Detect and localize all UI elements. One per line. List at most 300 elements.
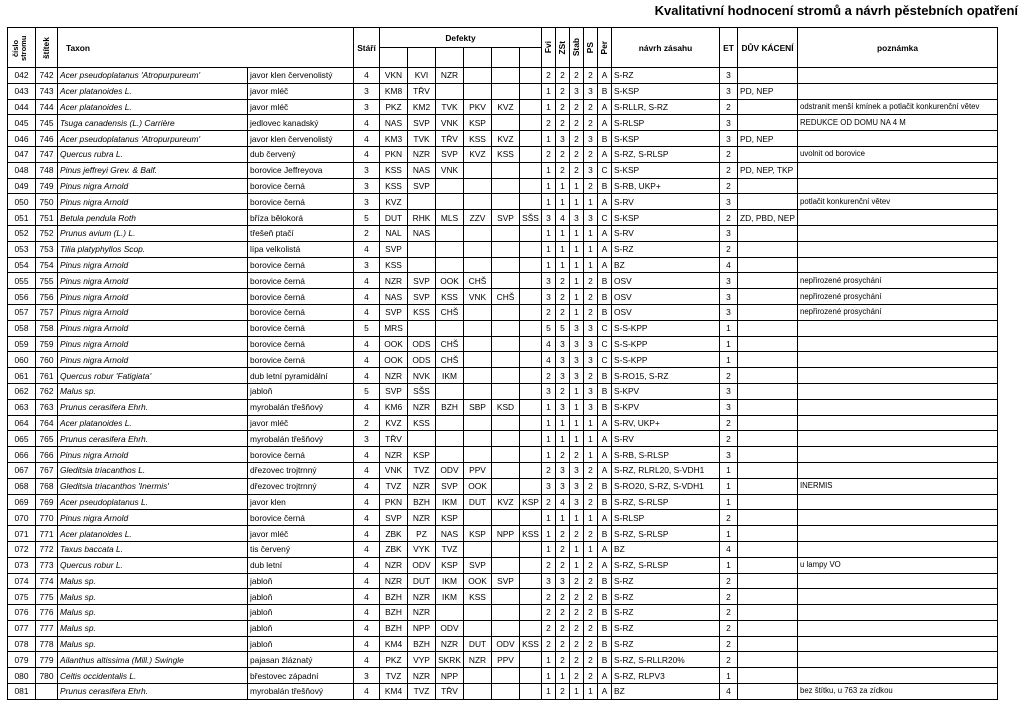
cell-fvi: 1 <box>542 194 556 210</box>
cell-taxon-latin: Pinus nigra Arnold <box>58 352 248 368</box>
cell-stab: 2 <box>570 146 584 162</box>
cell-defekt <box>436 415 464 431</box>
cell-ps: 2 <box>584 589 598 605</box>
cell-defekt: ODV <box>436 462 464 478</box>
cell-stitek: 742 <box>36 68 58 84</box>
cell-taxon-latin: Pinus jeffreyi Grev. & Balf. <box>58 162 248 178</box>
cell-defekt: KVZ <box>492 99 520 115</box>
cell-defekt: OOK <box>380 336 408 352</box>
cell-defekt <box>520 431 542 447</box>
cell-defekt <box>436 320 464 336</box>
cell-zst: 3 <box>556 336 570 352</box>
cell-defekt <box>464 304 492 320</box>
cell-cislo: 077 <box>8 620 36 636</box>
cell-fvi: 1 <box>542 257 556 273</box>
header-navrh: návrh zásahu <box>612 28 720 68</box>
cell-defekt: KVZ <box>492 494 520 510</box>
cell-taxon-czech: javor klen červenolistý <box>248 68 354 84</box>
cell-defekt <box>520 352 542 368</box>
cell-defekt: SVP <box>436 146 464 162</box>
cell-stitek: 764 <box>36 415 58 431</box>
cell-cislo: 046 <box>8 131 36 147</box>
cell-defekt <box>492 557 520 573</box>
cell-taxon-czech: dub letní <box>248 557 354 573</box>
cell-taxon-latin: Pinus nigra Arnold <box>58 289 248 305</box>
cell-defekt: SVP <box>380 304 408 320</box>
table-row <box>8 304 998 320</box>
cell-ps: 2 <box>584 494 598 510</box>
cell-defekt <box>520 447 542 463</box>
cell-ps: 1 <box>584 541 598 557</box>
cell-stitek: 775 <box>36 589 58 605</box>
cell-taxon-latin: Taxus baccata L. <box>58 541 248 557</box>
cell-navrh: S-KSP <box>612 131 720 147</box>
cell-cislo: 070 <box>8 510 36 526</box>
cell-zst: 1 <box>556 668 570 684</box>
cell-taxon-latin: Acer pseudoplatanus 'Atropurpureum' <box>58 68 248 84</box>
cell-ps: 2 <box>584 652 598 668</box>
cell-defekt <box>492 320 520 336</box>
cell-defekt: IKM <box>436 589 464 605</box>
cell-stitek: 761 <box>36 368 58 384</box>
cell-cislo: 081 <box>8 684 36 700</box>
cell-defekt: SVP <box>436 478 464 494</box>
cell-stab: 1 <box>570 257 584 273</box>
table-row <box>8 225 998 241</box>
cell-duv <box>738 289 798 305</box>
cell-stari: 4 <box>354 399 380 415</box>
cell-zst: 2 <box>556 83 570 99</box>
cell-defekt: NAL <box>380 225 408 241</box>
cell-poznamka <box>798 225 998 241</box>
cell-defekt: DUT <box>408 573 436 589</box>
cell-taxon-czech: borovice černá <box>248 447 354 463</box>
cell-defekt: KSP <box>408 447 436 463</box>
cell-defekt: SVP <box>492 573 520 589</box>
cell-fvi: 3 <box>542 383 556 399</box>
cell-stari: 3 <box>354 162 380 178</box>
cell-defekt <box>464 431 492 447</box>
cell-stitek: 773 <box>36 557 58 573</box>
cell-poznamka <box>798 447 998 463</box>
cell-defekt: NZR <box>408 589 436 605</box>
cell-et: 1 <box>720 336 738 352</box>
cell-stari: 4 <box>354 494 380 510</box>
cell-duv: PD, NEP <box>738 131 798 147</box>
cell-poznamka <box>798 415 998 431</box>
cell-per: C <box>598 162 612 178</box>
cell-per: A <box>598 415 612 431</box>
cell-poznamka <box>798 162 998 178</box>
header-defekt-col <box>520 48 542 68</box>
cell-zst: 2 <box>556 383 570 399</box>
cell-ps: 2 <box>584 146 598 162</box>
cell-defekt <box>520 68 542 84</box>
cell-per: B <box>598 304 612 320</box>
cell-stari: 5 <box>354 383 380 399</box>
cell-taxon-czech: borovice černá <box>248 304 354 320</box>
cell-zst: 2 <box>556 541 570 557</box>
cell-per: B <box>598 652 612 668</box>
cell-defekt: IKM <box>436 368 464 384</box>
cell-et: 2 <box>720 210 738 226</box>
cell-stitek: 756 <box>36 289 58 305</box>
cell-duv <box>738 368 798 384</box>
cell-stab: 2 <box>570 526 584 542</box>
cell-zst: 2 <box>556 684 570 700</box>
cell-defekt <box>520 620 542 636</box>
cell-stitek: 750 <box>36 194 58 210</box>
cell-stab: 2 <box>570 68 584 84</box>
cell-ps: 3 <box>584 210 598 226</box>
header-per: Per <box>598 28 612 68</box>
cell-taxon-czech: javor mléč <box>248 526 354 542</box>
table-row <box>8 668 998 684</box>
cell-zst: 1 <box>556 257 570 273</box>
cell-defekt: CHŠ <box>436 352 464 368</box>
cell-stab: 3 <box>570 462 584 478</box>
cell-ps: 2 <box>584 620 598 636</box>
cell-cislo: 067 <box>8 462 36 478</box>
cell-per: B <box>598 494 612 510</box>
cell-defekt: ODV <box>492 636 520 652</box>
cell-ps: 2 <box>584 526 598 542</box>
cell-navrh: S-RZ, S-RLSP <box>612 526 720 542</box>
cell-defekt: TVZ <box>408 684 436 700</box>
cell-defekt: RHK <box>408 210 436 226</box>
cell-taxon-czech: borovice černá <box>248 257 354 273</box>
cell-defekt: KM4 <box>380 636 408 652</box>
cell-defekt <box>520 194 542 210</box>
cell-defekt <box>408 320 436 336</box>
cell-stab: 1 <box>570 399 584 415</box>
cell-fvi: 2 <box>542 146 556 162</box>
cell-stab: 2 <box>570 605 584 621</box>
cell-defekt: ODV <box>436 620 464 636</box>
header-cislo: číslo stromu <box>8 28 36 68</box>
cell-taxon-latin: Malus sp. <box>58 636 248 652</box>
cell-defekt: CHŠ <box>436 336 464 352</box>
cell-et: 2 <box>720 620 738 636</box>
cell-defekt <box>464 320 492 336</box>
cell-defekt: NZR <box>380 368 408 384</box>
cell-per: B <box>598 620 612 636</box>
cell-defekt: KSS <box>380 162 408 178</box>
cell-per: A <box>598 257 612 273</box>
cell-stitek: 777 <box>36 620 58 636</box>
cell-navrh: S-RV <box>612 225 720 241</box>
cell-duv: PD, NEP, TKP <box>738 162 798 178</box>
cell-duv <box>738 257 798 273</box>
cell-stari: 4 <box>354 605 380 621</box>
cell-defekt: KSP <box>436 557 464 573</box>
cell-stari: 4 <box>354 241 380 257</box>
cell-taxon-latin: Tsuga canadensis (L.) Carrière <box>58 115 248 131</box>
cell-et: 3 <box>720 194 738 210</box>
cell-ps: 2 <box>584 289 598 305</box>
cell-defekt <box>520 162 542 178</box>
cell-fvi: 1 <box>542 684 556 700</box>
cell-fvi: 1 <box>542 99 556 115</box>
cell-stari: 4 <box>354 589 380 605</box>
cell-zst: 3 <box>556 131 570 147</box>
cell-navrh: S-RB, S-RLSP <box>612 447 720 463</box>
cell-taxon-czech: pajasan žláznatý <box>248 652 354 668</box>
cell-defekt <box>520 289 542 305</box>
cell-taxon-latin: Gleditsia triacanthos 'Inermis' <box>58 478 248 494</box>
cell-duv <box>738 668 798 684</box>
cell-stab: 1 <box>570 178 584 194</box>
cell-poznamka <box>798 652 998 668</box>
cell-zst: 2 <box>556 636 570 652</box>
cell-taxon-latin: Acer platanoides L. <box>58 83 248 99</box>
table-row <box>8 146 998 162</box>
table-row <box>8 257 998 273</box>
cell-taxon-czech: lípa velkolistá <box>248 241 354 257</box>
cell-fvi: 2 <box>542 636 556 652</box>
cell-zst: 3 <box>556 462 570 478</box>
cell-stari: 3 <box>354 194 380 210</box>
cell-ps: 2 <box>584 605 598 621</box>
cell-ps: 1 <box>584 415 598 431</box>
cell-stitek: 760 <box>36 352 58 368</box>
cell-defekt: DUT <box>464 636 492 652</box>
cell-fvi: 4 <box>542 352 556 368</box>
cell-stitek: 751 <box>36 210 58 226</box>
cell-defekt: IKM <box>436 573 464 589</box>
cell-defekt: PKV <box>464 99 492 115</box>
cell-defekt <box>492 178 520 194</box>
cell-fvi: 1 <box>542 431 556 447</box>
cell-defekt: SŠS <box>520 210 542 226</box>
cell-zst: 4 <box>556 494 570 510</box>
cell-stitek: 748 <box>36 162 58 178</box>
cell-taxon-czech: javor mléč <box>248 99 354 115</box>
cell-navrh: S-KSP <box>612 162 720 178</box>
cell-per: B <box>598 131 612 147</box>
cell-per: B <box>598 399 612 415</box>
cell-poznamka <box>798 368 998 384</box>
cell-taxon-latin: Acer pseudoplatanus 'Atropurpureum' <box>58 131 248 147</box>
cell-defekt <box>492 620 520 636</box>
cell-taxon-czech: dřezovec trojtrnný <box>248 462 354 478</box>
cell-poznamka <box>798 605 998 621</box>
table-row <box>8 573 998 589</box>
cell-per: A <box>598 146 612 162</box>
cell-duv: ZD, PBD, NEP <box>738 210 798 226</box>
cell-navrh: S-KSP <box>612 83 720 99</box>
cell-taxon-latin: Prunus cerasifera Ehrh. <box>58 399 248 415</box>
cell-defekt <box>436 383 464 399</box>
cell-per: A <box>598 510 612 526</box>
cell-per: B <box>598 573 612 589</box>
cell-defekt: KSS <box>464 131 492 147</box>
cell-stitek: 759 <box>36 336 58 352</box>
cell-defekt <box>492 352 520 368</box>
cell-defekt <box>492 304 520 320</box>
cell-cislo: 050 <box>8 194 36 210</box>
cell-ps: 3 <box>584 83 598 99</box>
cell-defekt: BZH <box>408 636 436 652</box>
cell-defekt <box>492 257 520 273</box>
cell-taxon-czech: myrobalán třešňový <box>248 684 354 700</box>
cell-defekt <box>492 684 520 700</box>
cell-defekt <box>492 605 520 621</box>
table-row <box>8 494 998 510</box>
cell-defekt <box>464 83 492 99</box>
cell-defekt <box>436 447 464 463</box>
cell-fvi: 4 <box>542 336 556 352</box>
cell-fvi: 2 <box>542 557 556 573</box>
cell-stitek: 762 <box>36 383 58 399</box>
cell-duv <box>738 478 798 494</box>
cell-defekt: TVK <box>408 131 436 147</box>
cell-defekt: NZR <box>408 668 436 684</box>
cell-duv <box>738 494 798 510</box>
cell-stari: 4 <box>354 557 380 573</box>
cell-stab: 3 <box>570 336 584 352</box>
cell-et: 3 <box>720 273 738 289</box>
cell-defekt: SVP <box>408 178 436 194</box>
cell-poznamka: uvolnit od borovice <box>798 146 998 162</box>
cell-defekt <box>520 83 542 99</box>
table-row <box>8 115 998 131</box>
cell-duv <box>738 68 798 84</box>
cell-taxon-latin: Acer platanoides L. <box>58 526 248 542</box>
cell-defekt <box>520 478 542 494</box>
cell-taxon-latin: Ailanthus altissima (Mill.) Swingle <box>58 652 248 668</box>
cell-taxon-latin: Prunus cerasifera Ehrh. <box>58 684 248 700</box>
tree-assessment-table <box>7 27 998 700</box>
cell-zst: 1 <box>556 510 570 526</box>
cell-stab: 1 <box>570 383 584 399</box>
cell-et: 3 <box>720 131 738 147</box>
cell-defekt: KSS <box>520 636 542 652</box>
header-et: ET <box>720 28 738 68</box>
cell-navrh: OSV <box>612 273 720 289</box>
cell-fvi: 1 <box>542 652 556 668</box>
cell-poznamka <box>798 383 998 399</box>
cell-defekt: NZR <box>464 652 492 668</box>
cell-duv <box>738 115 798 131</box>
cell-stitek: 768 <box>36 478 58 494</box>
cell-defekt: SBP <box>464 399 492 415</box>
cell-zst: 5 <box>556 320 570 336</box>
cell-zst: 3 <box>556 478 570 494</box>
cell-stari: 5 <box>354 210 380 226</box>
cell-taxon-latin: Quercus robur 'Fatigiata' <box>58 368 248 384</box>
table-row <box>8 462 998 478</box>
cell-defekt <box>436 605 464 621</box>
cell-defekt <box>464 225 492 241</box>
cell-fvi: 2 <box>542 462 556 478</box>
cell-cislo: 064 <box>8 415 36 431</box>
cell-zst: 1 <box>556 415 570 431</box>
header-defekt-col <box>408 48 436 68</box>
cell-poznamka <box>798 320 998 336</box>
cell-defekt: SVP <box>408 273 436 289</box>
cell-et: 2 <box>720 241 738 257</box>
cell-defekt <box>492 462 520 478</box>
cell-ps: 1 <box>584 241 598 257</box>
cell-duv <box>738 684 798 700</box>
cell-poznamka: INERMIS <box>798 478 998 494</box>
cell-defekt: VYK <box>408 541 436 557</box>
cell-stitek: 749 <box>36 178 58 194</box>
cell-poznamka <box>798 241 998 257</box>
cell-duv <box>738 241 798 257</box>
cell-et: 2 <box>720 431 738 447</box>
cell-defekt: TŘV <box>380 431 408 447</box>
cell-et: 1 <box>720 668 738 684</box>
cell-defekt <box>464 257 492 273</box>
cell-fvi: 3 <box>542 573 556 589</box>
cell-poznamka: nepřirozené prosychání <box>798 304 998 320</box>
cell-et: 2 <box>720 652 738 668</box>
cell-defekt <box>492 368 520 384</box>
cell-per: C <box>598 320 612 336</box>
cell-defekt: SVP <box>380 510 408 526</box>
cell-fvi: 3 <box>542 210 556 226</box>
cell-defekt: PZ <box>408 526 436 542</box>
cell-taxon-czech: myrobalán třešňový <box>248 431 354 447</box>
cell-defekt: ZBK <box>380 526 408 542</box>
cell-taxon-czech: borovice černá <box>248 352 354 368</box>
cell-taxon-latin: Pinus nigra Arnold <box>58 304 248 320</box>
cell-defekt: MLS <box>436 210 464 226</box>
cell-cislo: 051 <box>8 210 36 226</box>
cell-taxon-czech: borovice černá <box>248 273 354 289</box>
cell-defekt: NZR <box>436 636 464 652</box>
cell-stitek: 780 <box>36 668 58 684</box>
cell-defekt <box>520 304 542 320</box>
cell-zst: 1 <box>556 241 570 257</box>
cell-navrh: S-RZ <box>612 68 720 84</box>
cell-cislo: 048 <box>8 162 36 178</box>
cell-taxon-latin: Malus sp. <box>58 620 248 636</box>
cell-defekt <box>464 510 492 526</box>
cell-defekt: KVZ <box>464 146 492 162</box>
cell-ps: 2 <box>584 178 598 194</box>
cell-duv <box>738 652 798 668</box>
cell-defekt: KSS <box>436 289 464 305</box>
cell-defekt <box>464 162 492 178</box>
cell-defekt: CHŠ <box>436 304 464 320</box>
cell-et: 2 <box>720 605 738 621</box>
cell-defekt: PKN <box>380 494 408 510</box>
cell-navrh: S-RZ, RLRL20, S-VDH1 <box>612 462 720 478</box>
cell-stitek: 771 <box>36 526 58 542</box>
cell-ps: 2 <box>584 304 598 320</box>
cell-stari: 4 <box>354 573 380 589</box>
cell-defekt: IKM <box>436 494 464 510</box>
cell-ps: 3 <box>584 399 598 415</box>
cell-defekt <box>492 447 520 463</box>
cell-defekt <box>464 447 492 463</box>
cell-defekt: MRS <box>380 320 408 336</box>
cell-stitek: 755 <box>36 273 58 289</box>
cell-defekt: KSP <box>464 526 492 542</box>
cell-defekt <box>520 573 542 589</box>
cell-defekt <box>520 336 542 352</box>
cell-stab: 2 <box>570 447 584 463</box>
cell-stari: 4 <box>354 304 380 320</box>
cell-cislo: 080 <box>8 668 36 684</box>
cell-poznamka <box>798 494 998 510</box>
cell-stab: 1 <box>570 273 584 289</box>
cell-defekt: KSS <box>464 589 492 605</box>
cell-cislo: 049 <box>8 178 36 194</box>
